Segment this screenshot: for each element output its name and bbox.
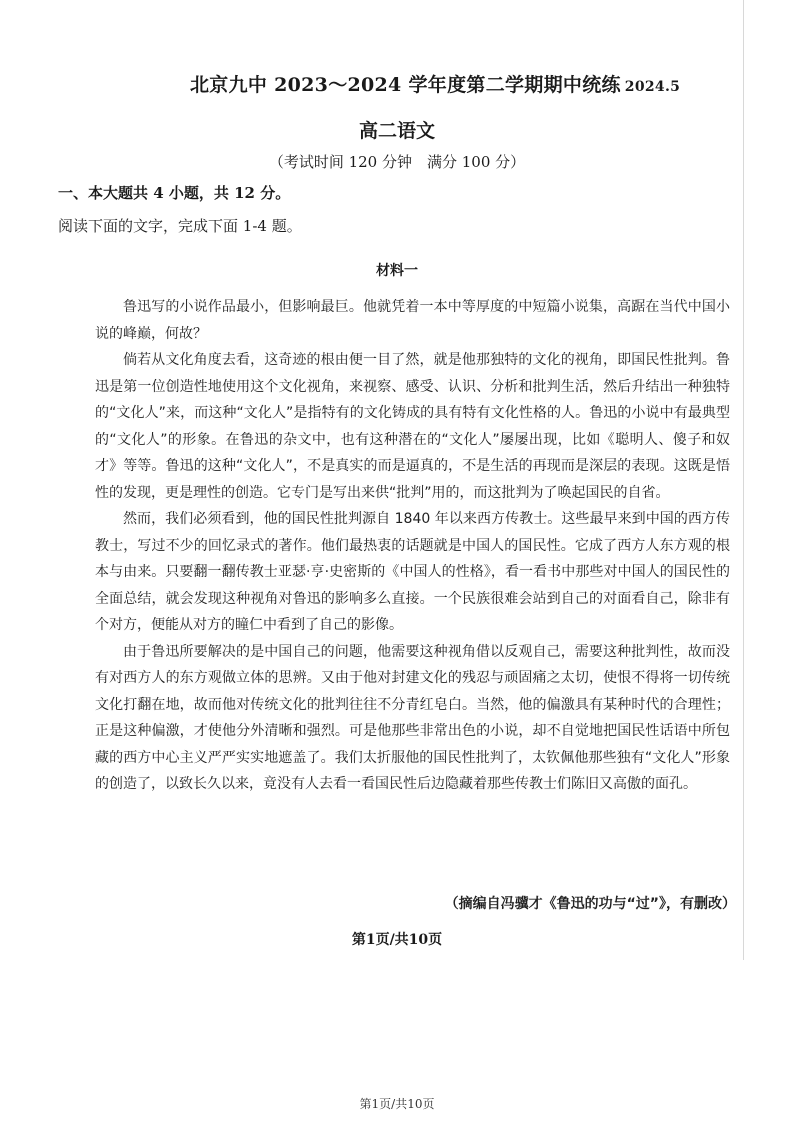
article-paragraph: 倘若从文化角度去看，这奇迹的根由便一目了然，就是他那独特的文化的视角，即国民性批判。鲁迅是第一位创造性地使用这个文化视角，来视察、感受、认识、分析和批判生活，然后升结出一种独特的“文化人”来，而这种“文化人”是指特有的文化铸成的具有特有文化性格的人。鲁迅的小说中有最典型的“文化人”的形象。在鲁迅的杂文中，也有这种潜在的“文化人”屡屡出现，比如《聪明人、傻子和奴才》等等。鲁迅的这种“文化人”，不是真实的而是逼真的，不是生活的再现而是深层的表现。这既是悟性的发现，更是理性的创造。它专门是写出来供“批判”用的，而这批判为了唤起国民的自省。 xyxy=(95,352,730,501)
title-date: 2024.5 xyxy=(624,79,681,95)
section-heading: 一、本大题共 4 小题，共 12 分。 xyxy=(58,184,291,202)
page-number: 第1页/共10页 xyxy=(351,932,443,948)
reading-instruction: 阅读下面的文字，完成下面 1-4 题。 xyxy=(58,217,302,235)
page-edge-line xyxy=(743,0,744,960)
title-text: 北京九中 2023～2024 学年度第二学期期中统练 xyxy=(190,74,621,96)
material-source: （摘编自冯骥才《鲁迅的功与“过”》，有删改） xyxy=(444,896,736,912)
material-article xyxy=(95,294,730,798)
article-paragraph: 然而，我们必须看到，他的国民性批判源自 1840 年以来西方传教士。这些最早来到中国的西方传教士，写过不少的回忆录式的著作。他们最热衷的话题就是中国人的国民性。它成了西方人东方观的根本与由来。只要翻一翻传教士亚瑟·亨·史密斯的《中国人的性格》，看一看书中那些对中国人的国民性的全面总结，就会发现这种视角对鲁迅的影响多么直接。一个民族很难会站到自己的对面看自己，除非有个对方，便能从对方的瞳仁中看到了自己的影像。 xyxy=(95,511,730,633)
document-title xyxy=(190,70,680,97)
article-paragraph: 由于鲁迅所要解决的是中国自己的问题，他需要这种视角借以反观自己，需要这种批判性，故而没有对西方人的东方观做立体的思辨。又由于他对封建文化的残忍与顽固痛之太切，使恨不得将一切传统文化打翻在地，故而他对传统文化的批判往往不分青红皂白。当然，他的偏激具有某种时代的合理性；正是这种偏激，才使他分外清晰和强烈。可是他那些非常出色的小说，却不自觉地把国民性话语中所包藏的西方中心主义严严实实地遮盖了。我们太折服他的国民性批判了，太钦佩他那些独有“文化人”形象的创造了，以致长久以来，竟没有人去看一看国民性后边隐藏着那些传教士们陈旧又高傲的面孔。 xyxy=(95,643,730,792)
subject-heading: 高二语文 xyxy=(358,120,435,142)
exam-info: （考试时间 120 分钟 满分 100 分） xyxy=(268,153,526,171)
material-title: 材料一 xyxy=(376,263,418,279)
footer-page-number: 第1页/共10页 xyxy=(359,1097,435,1111)
article-paragraph: 鲁迅写的小说作品最小，但影响最巨。他就凭着一本中等厚度的中短篇小说集，高踞在当代中国小说的峰巅，何故？ xyxy=(95,299,730,342)
